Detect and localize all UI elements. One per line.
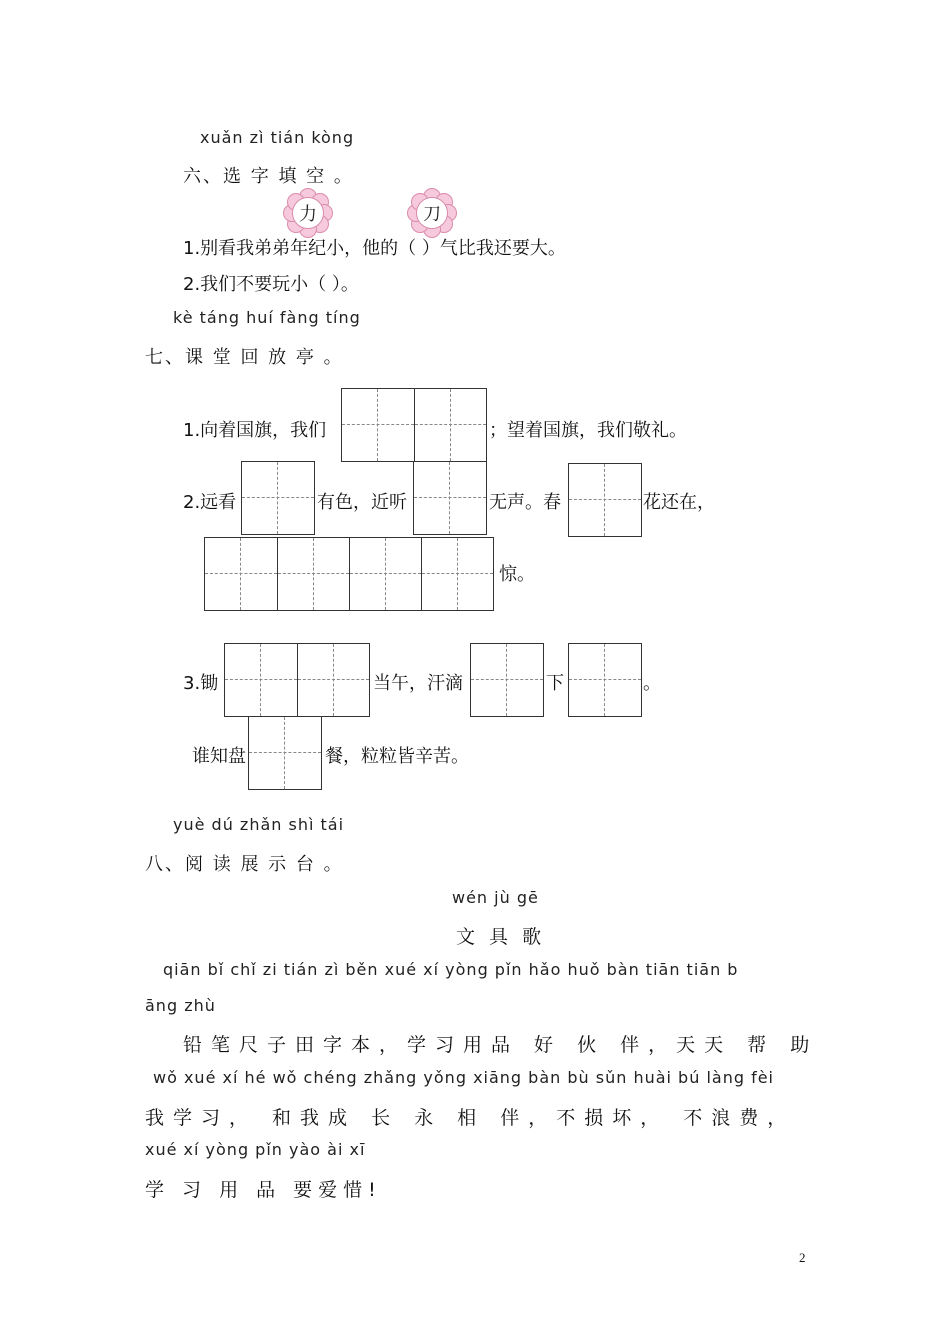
- writing-cell[interactable]: [242, 462, 314, 534]
- poem-title: 文 具 歌: [456, 926, 546, 948]
- writing-grid-q2b[interactable]: [413, 461, 487, 535]
- poem-title-pinyin: wén jù gē: [452, 888, 539, 907]
- writing-grid-q2c[interactable]: [568, 463, 642, 537]
- section7-q3-line2-prefix: 谁知盘: [192, 746, 246, 767]
- section6-question2: 2.我们不要玩小（ ）。: [183, 274, 359, 295]
- section8-title: 八、阅 读 展 示 台 。: [145, 854, 344, 875]
- section7-q3-prefix: 3.锄: [183, 673, 219, 694]
- section7-q3-end: 。: [643, 673, 661, 694]
- writing-grid-q3b[interactable]: [470, 643, 544, 717]
- section7-q3-mid1: 当午，汗滴: [373, 673, 463, 694]
- writing-cell[interactable]: [471, 644, 543, 716]
- section7-title: 七、课 堂 回 放 亭 。: [145, 347, 344, 368]
- choice-dao: 刀: [416, 197, 448, 229]
- poem-pinyin-line4: xué xí yòng pǐn yào ài xī: [145, 1140, 366, 1159]
- section7-pinyin: kè táng huí fàng tíng: [173, 308, 361, 327]
- poem-text-line2: 我学习， 和我成 长 永 相 伴，不损坏， 不浪费，: [145, 1107, 796, 1129]
- choice-li: 力: [292, 197, 324, 229]
- section7-q2-mid3: 花还在，: [643, 492, 715, 513]
- section7-q1-suffix: ；望着国旗，我们敬礼。: [489, 420, 687, 441]
- poem-pinyin-line3: wǒ xué xí hé wǒ chéng zhǎng yǒng xiāng bàn bù sǔn huài bú làng fèi: [153, 1068, 774, 1087]
- writing-cell[interactable]: [414, 462, 486, 534]
- writing-cell[interactable]: [205, 538, 277, 610]
- writing-cell[interactable]: [349, 538, 421, 610]
- writing-cell[interactable]: [569, 644, 641, 716]
- writing-cell[interactable]: [297, 644, 369, 716]
- section6-title: 六、选 字 填 空 。: [183, 166, 354, 187]
- section7-q2-mid1: 有色，近听: [317, 492, 407, 513]
- flower-badge-li: [283, 188, 331, 236]
- poem-text-line3: 学 习 用 品 要爱惜!: [145, 1179, 382, 1201]
- writing-cell[interactable]: [414, 389, 486, 461]
- writing-cell[interactable]: [225, 644, 297, 716]
- section7-q1-prefix: 1.向着国旗，我们: [183, 420, 327, 441]
- flower-badge-dao: [407, 188, 455, 236]
- writing-grid-q3d[interactable]: [248, 716, 322, 790]
- writing-cell[interactable]: [421, 538, 493, 610]
- writing-cell[interactable]: [569, 464, 641, 536]
- poem-pinyin-line2: āng zhù: [145, 996, 216, 1015]
- poem-text-line1: 铅笔尺子田字本，学习用品 好 伙 伴，天天 帮 助: [183, 1034, 819, 1056]
- section7-q3-line2-suffix: 餐，粒粒皆辛苦。: [325, 746, 469, 767]
- writing-grid-q2d[interactable]: [204, 537, 494, 611]
- writing-cell[interactable]: [277, 538, 349, 610]
- writing-grid-q3c[interactable]: [568, 643, 642, 717]
- section7-q3-mid2: 下: [546, 673, 564, 694]
- section7-q2-prefix: 2.远看: [183, 492, 237, 513]
- writing-grid-q1[interactable]: [341, 388, 487, 462]
- section6-question1: 1.别看我弟弟年纪小，他的（ ）气比我还要大。: [183, 238, 566, 259]
- writing-grid-q2a[interactable]: [241, 461, 315, 535]
- poem-pinyin-line1: qiān bǐ chǐ zi tián zì běn xué xí yòng pǐn hǎo huǒ bàn tiān tiān b: [163, 960, 739, 979]
- section6-pinyin: xuǎn zì tián kòng: [200, 128, 355, 147]
- writing-cell[interactable]: [342, 389, 414, 461]
- section7-q2-suffix: 惊。: [499, 564, 535, 585]
- writing-grid-q3a[interactable]: [224, 643, 370, 717]
- page-number: 2: [799, 1250, 806, 1265]
- writing-cell[interactable]: [249, 717, 321, 789]
- section7-q2-mid2: 无声。春: [489, 492, 561, 513]
- section8-pinyin: yuè dú zhǎn shì tái: [173, 815, 345, 834]
